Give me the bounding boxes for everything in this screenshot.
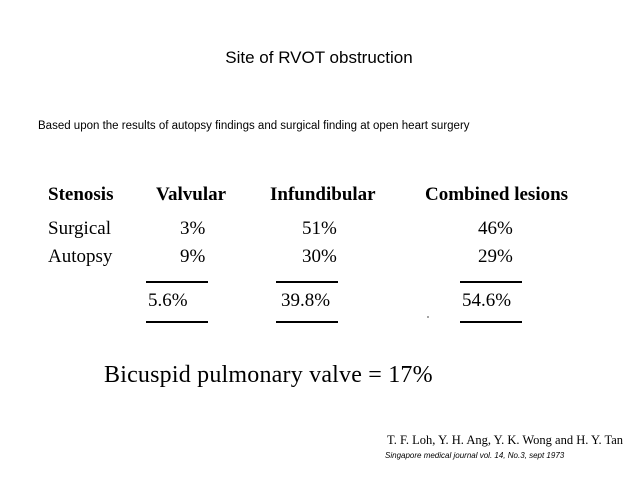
citation-authors: T. F. Loh, Y. H. Ang, Y. K. Wong and H. Y. Tan xyxy=(387,433,624,447)
citation-journal: Singapore medical journal vol. 14, No.3, sept 1973 xyxy=(385,451,565,460)
rule-valvular-bottom xyxy=(146,321,208,323)
surgical-combined: 46% xyxy=(478,218,513,239)
slide-title: Site of RVOT obstruction xyxy=(225,48,413,67)
rule-infundibular-bottom xyxy=(276,321,338,323)
total-valvular: 5.6% xyxy=(148,290,188,311)
autopsy-infundibular: 30% xyxy=(302,246,337,267)
header-valvular: Valvular xyxy=(156,184,227,205)
subtitle: Based upon the results of autopsy findings and surgical finding at open heart surgery xyxy=(38,120,470,132)
header-combined-lesions: Combined lesions xyxy=(425,184,569,205)
rule-combined-bottom xyxy=(460,321,522,323)
rule-infundibular-top xyxy=(276,281,338,283)
surgical-infundibular: 51% xyxy=(302,218,337,239)
rule-combined-top xyxy=(460,281,522,283)
results-table xyxy=(48,184,608,334)
autopsy-valvular: 9% xyxy=(180,246,206,267)
rule-valvular-top xyxy=(146,281,208,283)
speck-mark xyxy=(427,316,429,318)
row-label-surgical: Surgical xyxy=(48,218,111,239)
row-label-autopsy: Autopsy xyxy=(48,246,113,267)
autopsy-combined: 29% xyxy=(478,246,513,267)
surgical-valvular: 3% xyxy=(180,218,206,239)
header-stenosis: Stenosis xyxy=(48,184,114,205)
total-combined: 54.6% xyxy=(462,290,512,311)
total-infundibular: 39.8% xyxy=(281,290,331,311)
header-infundibular: Infundibular xyxy=(270,184,376,205)
bicuspid-statement: Bicuspid pulmonary valve = 17% xyxy=(104,362,433,388)
